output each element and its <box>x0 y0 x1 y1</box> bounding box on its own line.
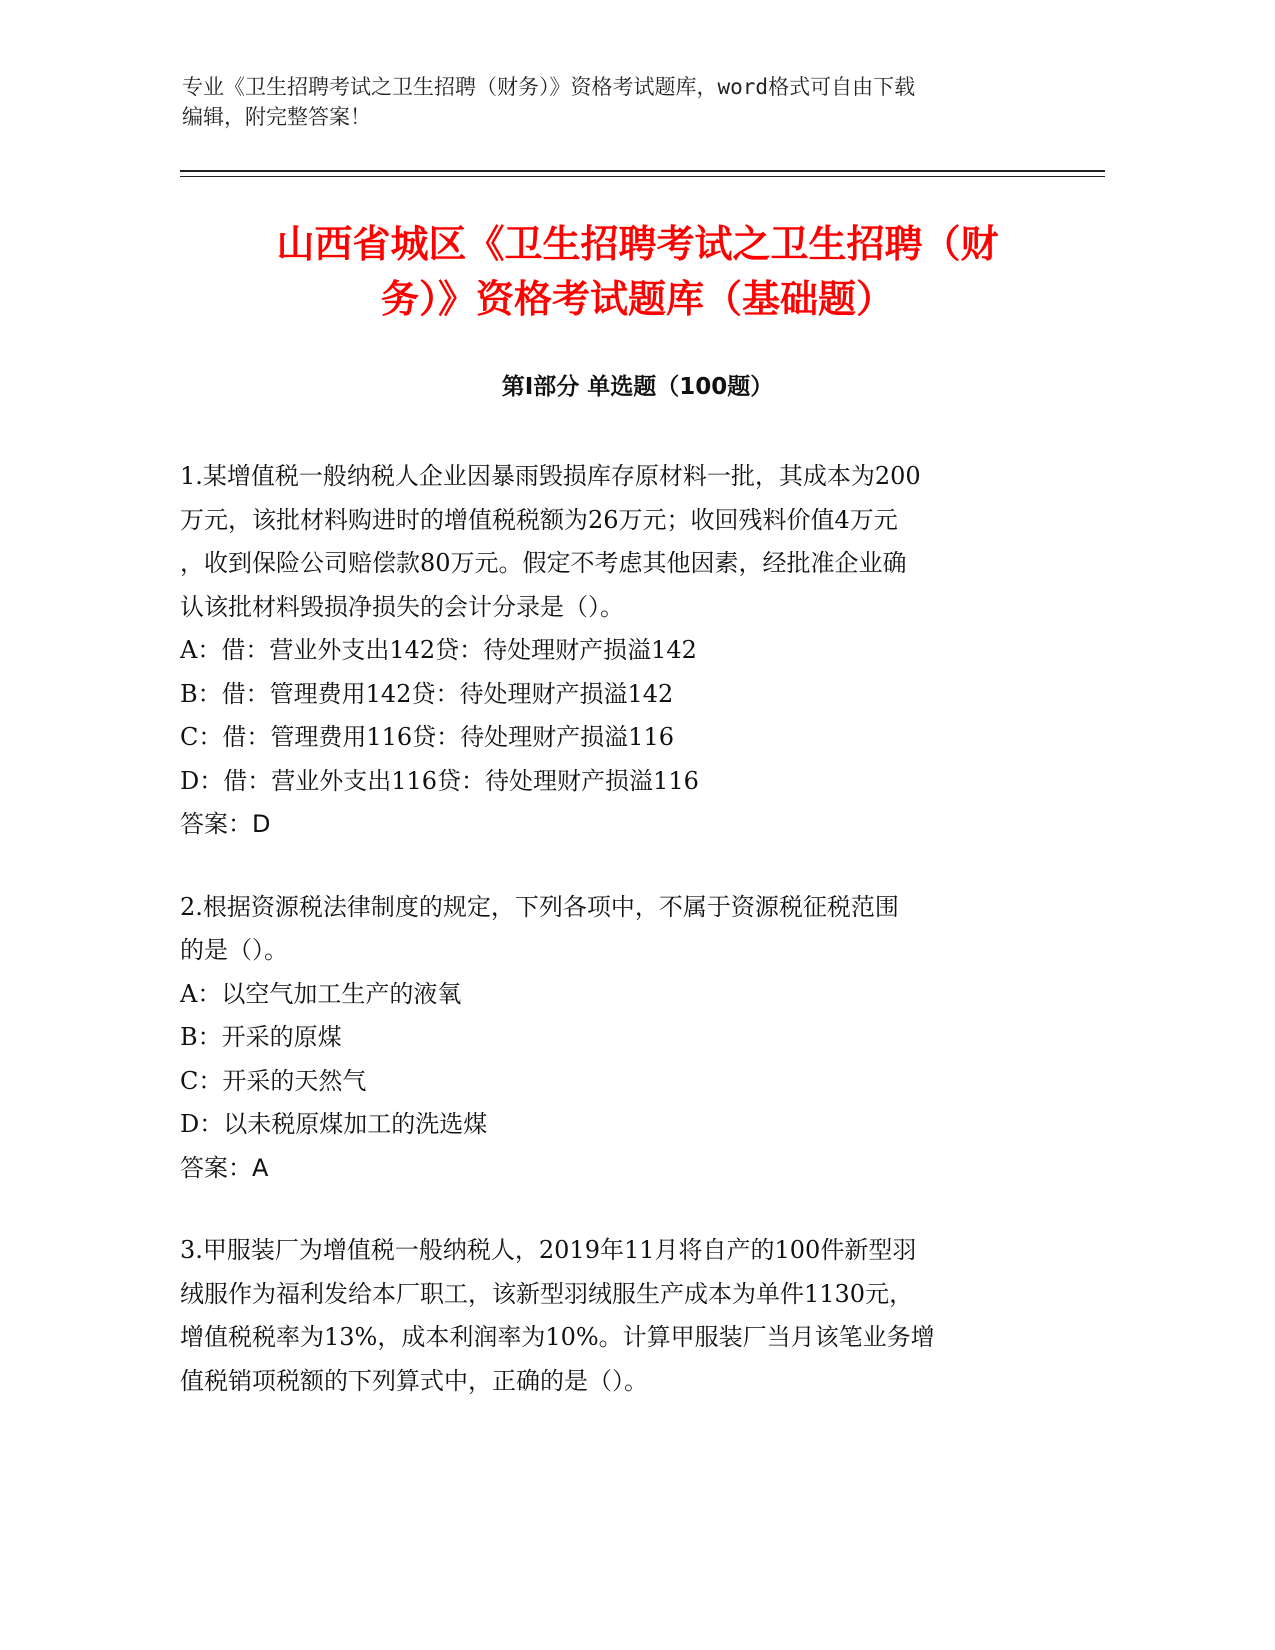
question-text-line: 增值税税率为13%，成本利润率为10%。计算甲服装厂当月该笔业务增 <box>180 1323 935 1351</box>
question-text-line: 值税销项税额的下列算式中，正确的是（）。 <box>180 1366 648 1395</box>
option-b: B：借：管理费用142贷：待处理财产损溢142 <box>180 679 674 708</box>
header-note-line-1: 专业《卫生招聘考试之卫生招聘（财务）》资格考试题库，word格式可自由下载 <box>182 75 916 99</box>
question-text-line: 绒服作为福利发给本厂职工，该新型羽绒服生产成本为单件1130元， <box>180 1279 914 1308</box>
question-3 <box>180 1229 1060 1403</box>
question-text-line: 1.某增值税一般纳税人企业因暴雨毁损库存原材料一批，其成本为200 <box>180 462 921 490</box>
option-a: A：借：营业外支出142贷：待处理财产损溢142 <box>180 636 697 664</box>
option-d: D：借：营业外支出116贷：待处理财产损溢116 <box>180 766 699 795</box>
document-title <box>150 217 1125 327</box>
option-a: A：以空气加工生产的液氧 <box>180 979 462 1008</box>
question-text-line: 万元，该批材料购进时的增值税税额为26万元；收回残料价值4万元 <box>180 505 898 534</box>
question-text-line: 认该批材料毁损净损失的会计分录是（）。 <box>180 592 624 621</box>
option-c: C：借：管理费用116贷：待处理财产损溢116 <box>180 723 674 751</box>
question-text-line: 2.根据资源税法律制度的规定，下列各项中，不属于资源税征税范围 <box>180 892 899 921</box>
header-note <box>182 72 1082 132</box>
question-text-line: ，收到保险公司赔偿款80万元。假定不考虑其他因素，经批准企业确 <box>180 549 907 577</box>
header-divider-thin <box>180 176 1105 177</box>
question-text-line: 3.甲服装厂为增值税一般纳税人，2019年11月将自产的100件新型羽 <box>180 1236 917 1264</box>
answer: 答案：D <box>180 810 271 838</box>
question-1 <box>180 455 1060 847</box>
answer: 答案：A <box>180 1153 269 1182</box>
question-text-line: 的是（）。 <box>180 936 288 964</box>
header-note-line-2: 编辑，附完整答案！ <box>182 105 371 129</box>
question-2 <box>180 886 1060 1191</box>
option-b: B：开采的原煤 <box>180 1023 342 1051</box>
document-title-line-1: 山西省城区《卫生招聘考试之卫生招聘（财 <box>276 222 999 266</box>
section-heading: 第Ⅰ部分 单选题（100题） <box>501 374 774 400</box>
document-title-line-2: 务）》资格考试题库（基础题） <box>380 277 894 321</box>
header-divider-thick <box>180 170 1105 172</box>
option-d: D：以未税原煤加工的洗选煤 <box>180 1110 488 1138</box>
option-c: C：开采的天然气 <box>180 1066 367 1095</box>
question-list <box>180 455 1060 1442</box>
